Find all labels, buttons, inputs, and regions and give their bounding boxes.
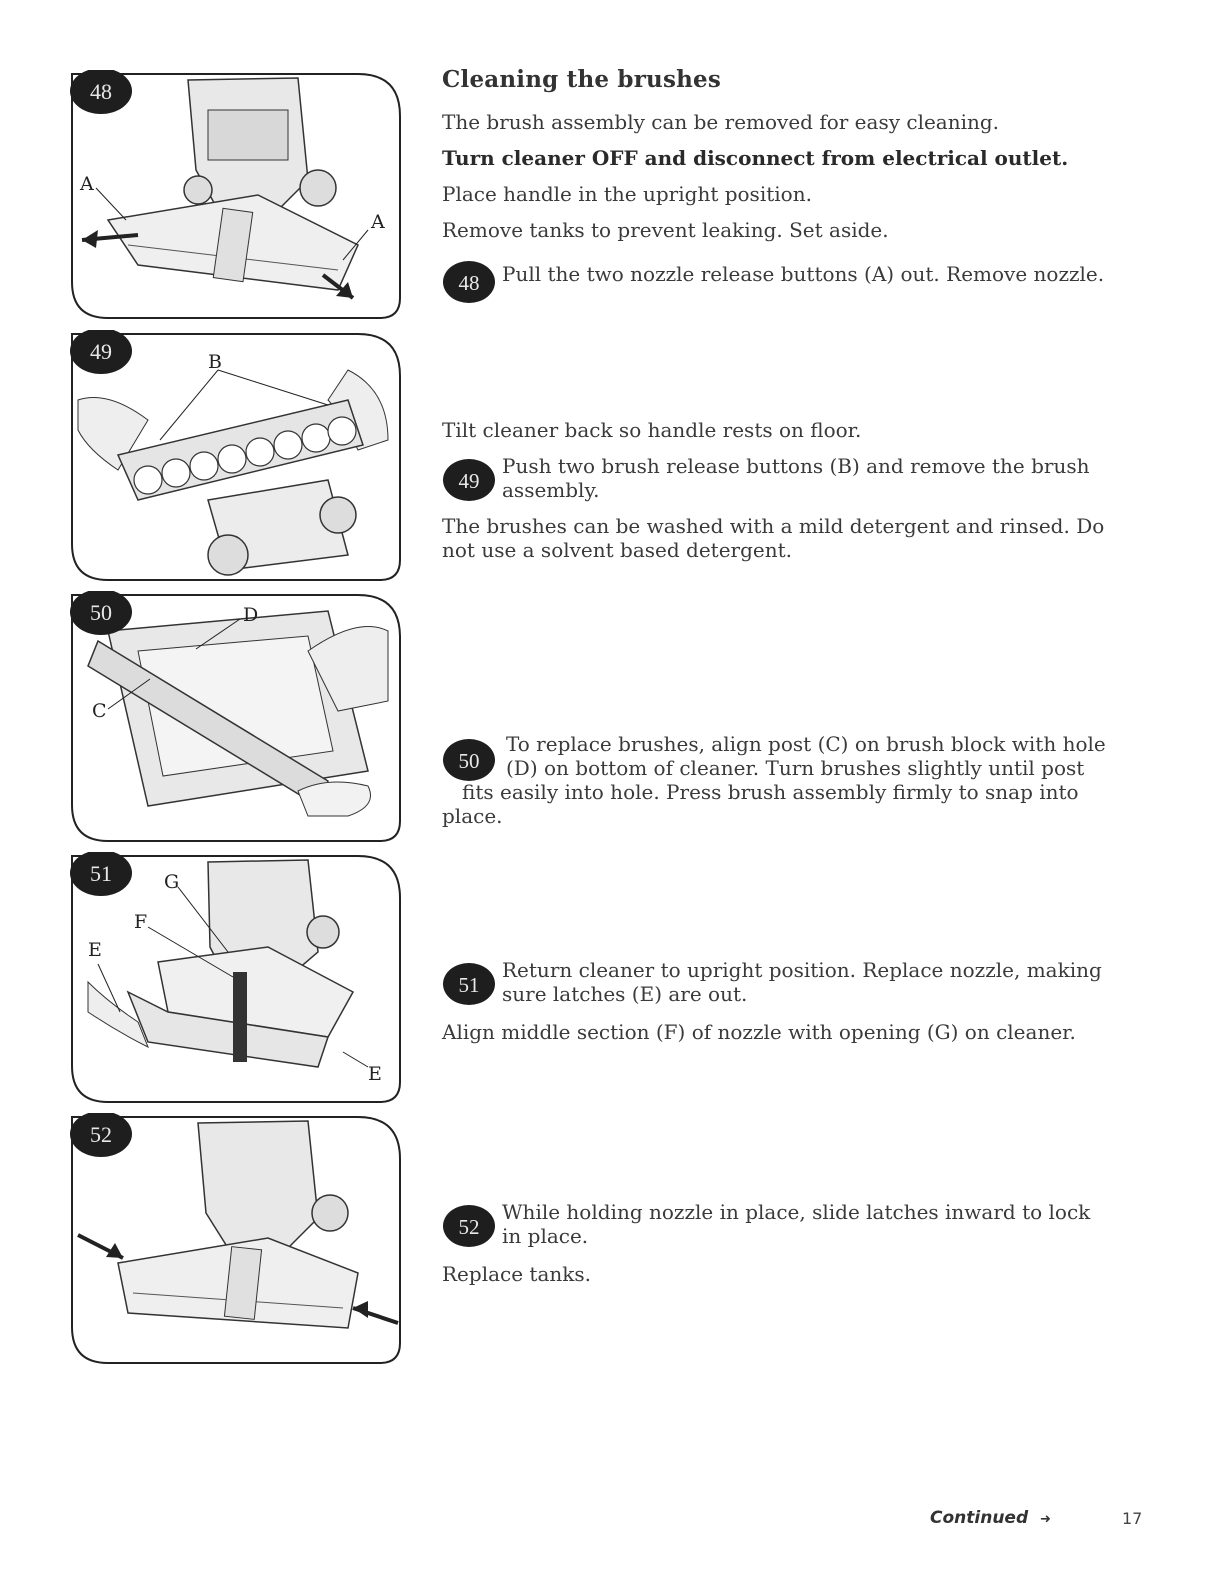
svg-text:49: 49 bbox=[458, 469, 480, 493]
continued-label bbox=[930, 1508, 1051, 1528]
svg-text:48: 48 bbox=[458, 271, 480, 295]
figure-52 bbox=[68, 1113, 402, 1365]
figure-51 bbox=[68, 852, 402, 1104]
step-50-badge bbox=[442, 738, 496, 782]
warning-text: Turn cleaner OFF and disconnect from electrical outlet. bbox=[442, 146, 1069, 170]
step-52-badge bbox=[442, 1204, 496, 1248]
figure-50-number: 50 bbox=[90, 600, 112, 625]
step-49-block bbox=[442, 418, 1152, 562]
figure-51-illustration bbox=[68, 852, 402, 1104]
figure-50-label-d: D bbox=[243, 604, 259, 626]
figure-49-illustration bbox=[68, 330, 402, 582]
continued-arrow-icon: ➜ bbox=[1040, 1512, 1051, 1527]
figure-50-illustration bbox=[68, 591, 402, 843]
figure-51-label-g: G bbox=[164, 871, 180, 893]
step-50-block bbox=[442, 732, 1152, 828]
step-49-text-line2: assembly. bbox=[502, 478, 600, 502]
step-48-badge bbox=[442, 260, 496, 304]
step-50-text-line4: place. bbox=[442, 804, 503, 828]
figure-49 bbox=[68, 330, 402, 582]
figure-48-label-a1: A bbox=[80, 173, 94, 195]
figure-50-label-c: C bbox=[92, 700, 107, 722]
figure-52-number: 52 bbox=[90, 1122, 112, 1147]
figure-50 bbox=[68, 591, 402, 843]
page-title: Cleaning the brushes bbox=[442, 66, 722, 93]
intro-block bbox=[442, 110, 1152, 242]
step-50-text-line2: (D) on bottom of cleaner. Turn brushes slightly until post bbox=[506, 756, 1085, 780]
figure-51-number: 51 bbox=[90, 861, 112, 886]
step-50-text-line1: To replace brushes, align post (C) on brush block with hole bbox=[506, 732, 1106, 756]
step-51-block bbox=[442, 958, 1152, 1044]
tanks-step-text: Remove tanks to prevent leaking. Set aside. bbox=[442, 218, 889, 242]
step-52-text-line1: While holding nozzle in place, slide latches inward to lock bbox=[502, 1200, 1091, 1224]
figure-48-illustration bbox=[68, 70, 402, 320]
replace-tanks-text: Replace tanks. bbox=[442, 1262, 591, 1286]
svg-text:51: 51 bbox=[458, 973, 480, 997]
step-49-badge bbox=[442, 458, 496, 502]
step-49-text-line1: Push two brush release buttons (B) and remove the brush bbox=[502, 454, 1090, 478]
step-50-text-line3: fits easily into hole. Press brush assembly firmly to snap into bbox=[462, 780, 1079, 804]
figure-51-label-e1: E bbox=[88, 939, 102, 961]
step-48 bbox=[442, 262, 1152, 295]
figure-49-number: 49 bbox=[90, 339, 112, 364]
figure-48-number: 48 bbox=[90, 79, 112, 104]
wash-text: The brushes can be washed with a mild detergent and rinsed. Do not use a solvent based detergent. bbox=[442, 514, 1105, 562]
figure-48-label-a2: A bbox=[371, 211, 385, 233]
figure-48 bbox=[68, 70, 402, 320]
step-51-text-line2: sure latches (E) are out. bbox=[502, 982, 748, 1006]
step-51-text-line1: Return cleaner to upright position. Replace nozzle, making bbox=[502, 958, 1102, 982]
figure-49-label-b: B bbox=[208, 351, 222, 373]
step-51-badge bbox=[442, 962, 496, 1006]
tilt-text: Tilt cleaner back so handle rests on floor. bbox=[442, 418, 862, 442]
intro-text: The brush assembly can be removed for easy cleaning. bbox=[442, 110, 1000, 134]
figure-51-label-f: F bbox=[134, 911, 148, 933]
continued-text: Continued bbox=[930, 1508, 1029, 1528]
step-52-text-line2: in place. bbox=[502, 1224, 589, 1248]
figure-52-illustration bbox=[68, 1113, 402, 1365]
figure-51-label-e2: E bbox=[368, 1063, 382, 1085]
handle-step-text: Place handle in the upright position. bbox=[442, 182, 812, 206]
align-text: Align middle section (F) of nozzle with opening (G) on cleaner. bbox=[442, 1020, 1076, 1044]
page-number: 17 bbox=[1122, 1509, 1143, 1528]
step-48-text: Pull the two nozzle release buttons (A) out. Remove nozzle. bbox=[502, 262, 1105, 286]
svg-text:52: 52 bbox=[458, 1215, 480, 1239]
svg-text:50: 50 bbox=[458, 749, 480, 773]
step-52-block bbox=[442, 1200, 1152, 1286]
